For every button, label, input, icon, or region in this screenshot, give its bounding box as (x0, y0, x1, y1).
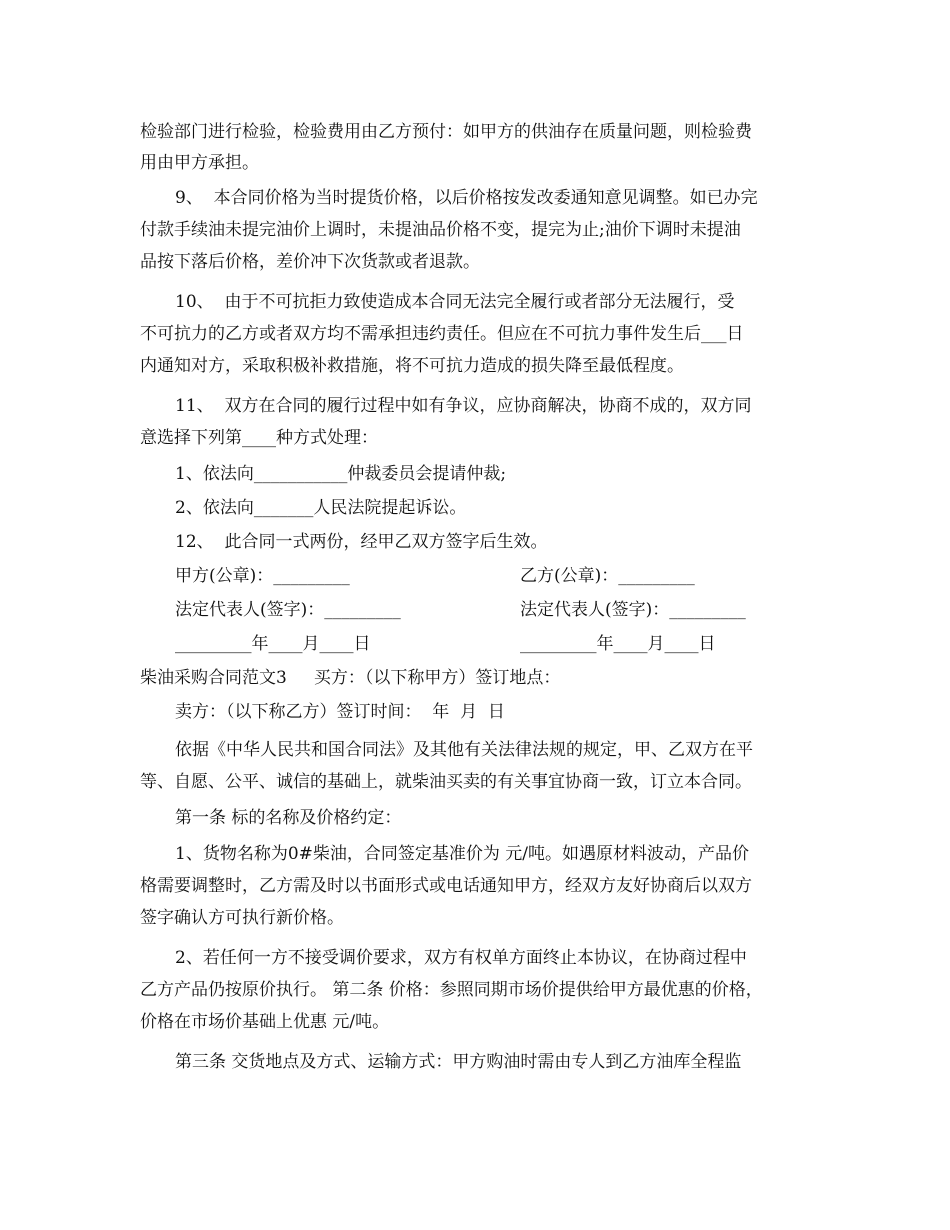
party-a-seal: 甲方(公章)：_________ (175, 566, 350, 586)
clause-11-line: 11、 双方在合同的履行过程中如有争议，应协商解决，协商不成的，双方同 (175, 396, 752, 416)
paragraph-line: 价格在市场价基础上优惠 元/吨。 (140, 1012, 390, 1032)
arbitration-option: 1、依法向___________仲裁委员会提请仲裁; (175, 464, 507, 484)
clause-9-line: 9、 本合同价格为当时提货价格，以后价格按发改委通知意见调整。如已办完 (175, 188, 758, 208)
clause-12-line: 12、 此合同一式两份，经甲乙双方签字后生效。 (175, 532, 548, 552)
party-a-date: _________年____月____日 (175, 634, 371, 654)
paragraph-line: 不可抗力的乙方或者双方均不需承担违约责任。但应在不可抗力事件发生后___日 (140, 324, 744, 344)
paragraph-line: 等、自愿、公平、诚信的基础上，就柴油买卖的有关事宜协商一致，订立本合同。 (140, 772, 752, 792)
paragraph-line: 乙方产品仍按原价执行。 第二条 价格：参照同期市场价提供给甲方最优惠的价格， (140, 980, 763, 1000)
paragraph-line: 检验部门进行检验，检验费用由乙方预付：如甲方的供油存在质量问题，则检验费 (140, 122, 752, 142)
paragraph-line: 品按下落后价格，差价冲下次货款或者退款。 (140, 252, 480, 272)
paragraph-line: 2、若任何一方不接受调价要求，双方有权单方面终止本协议，在协商过程中 (175, 948, 747, 968)
seller-line: 卖方：（以下称乙方）签订时间： 年 月 日 (175, 702, 505, 722)
article-3-line: 第三条 交货地点及方式、运输方式：甲方购油时需由专人到乙方油库全程监 (175, 1052, 742, 1072)
paragraph-line: 用由甲方承担。 (140, 153, 259, 173)
party-a-representative: 法定代表人(签字)：_________ (175, 600, 401, 620)
paragraph-line: 付款手续油未提完油价上调时，未提油品价格不变，提完为止;油价下调时未提油 (140, 220, 741, 240)
court-option: 2、依法向_______人民法院提起诉讼。 (175, 498, 467, 518)
clause-10-line: 10、 由于不可抗拒力致使造成本合同无法完全履行或者部分无法履行，受 (175, 292, 735, 312)
paragraph-line: 格需要调整时，乙方需及时以书面形式或电话通知甲方，经双方友好协商后以双方 (140, 876, 752, 896)
paragraph-line: 签字确认方可执行新价格。 (140, 908, 344, 928)
paragraph-line: 依据《中华人民共和国合同法》及其他有关法律法规的规定，甲、乙双方在平 (175, 740, 753, 760)
party-b-seal: 乙方(公章)：_________ (520, 566, 695, 586)
section-title: 柴油采购合同范文3 买方：（以下称甲方）签订地点： (140, 668, 561, 688)
paragraph-line: 内通知对方，采取积极补救措施，将不可抗力造成的损失降至最低程度。 (140, 356, 684, 376)
party-b-representative: 法定代表人(签字)：_________ (520, 600, 746, 620)
paragraph-line: 1、货物名称为0#柴油，合同签定基准价为 元/吨。如遇原材料波动，产品价 (175, 844, 750, 864)
party-b-date: _________年____月____日 (520, 634, 716, 654)
article-1-heading: 第一条 标的名称及价格约定： (175, 808, 402, 828)
paragraph-line: 意选择下列第____种方式处理： (140, 428, 378, 448)
